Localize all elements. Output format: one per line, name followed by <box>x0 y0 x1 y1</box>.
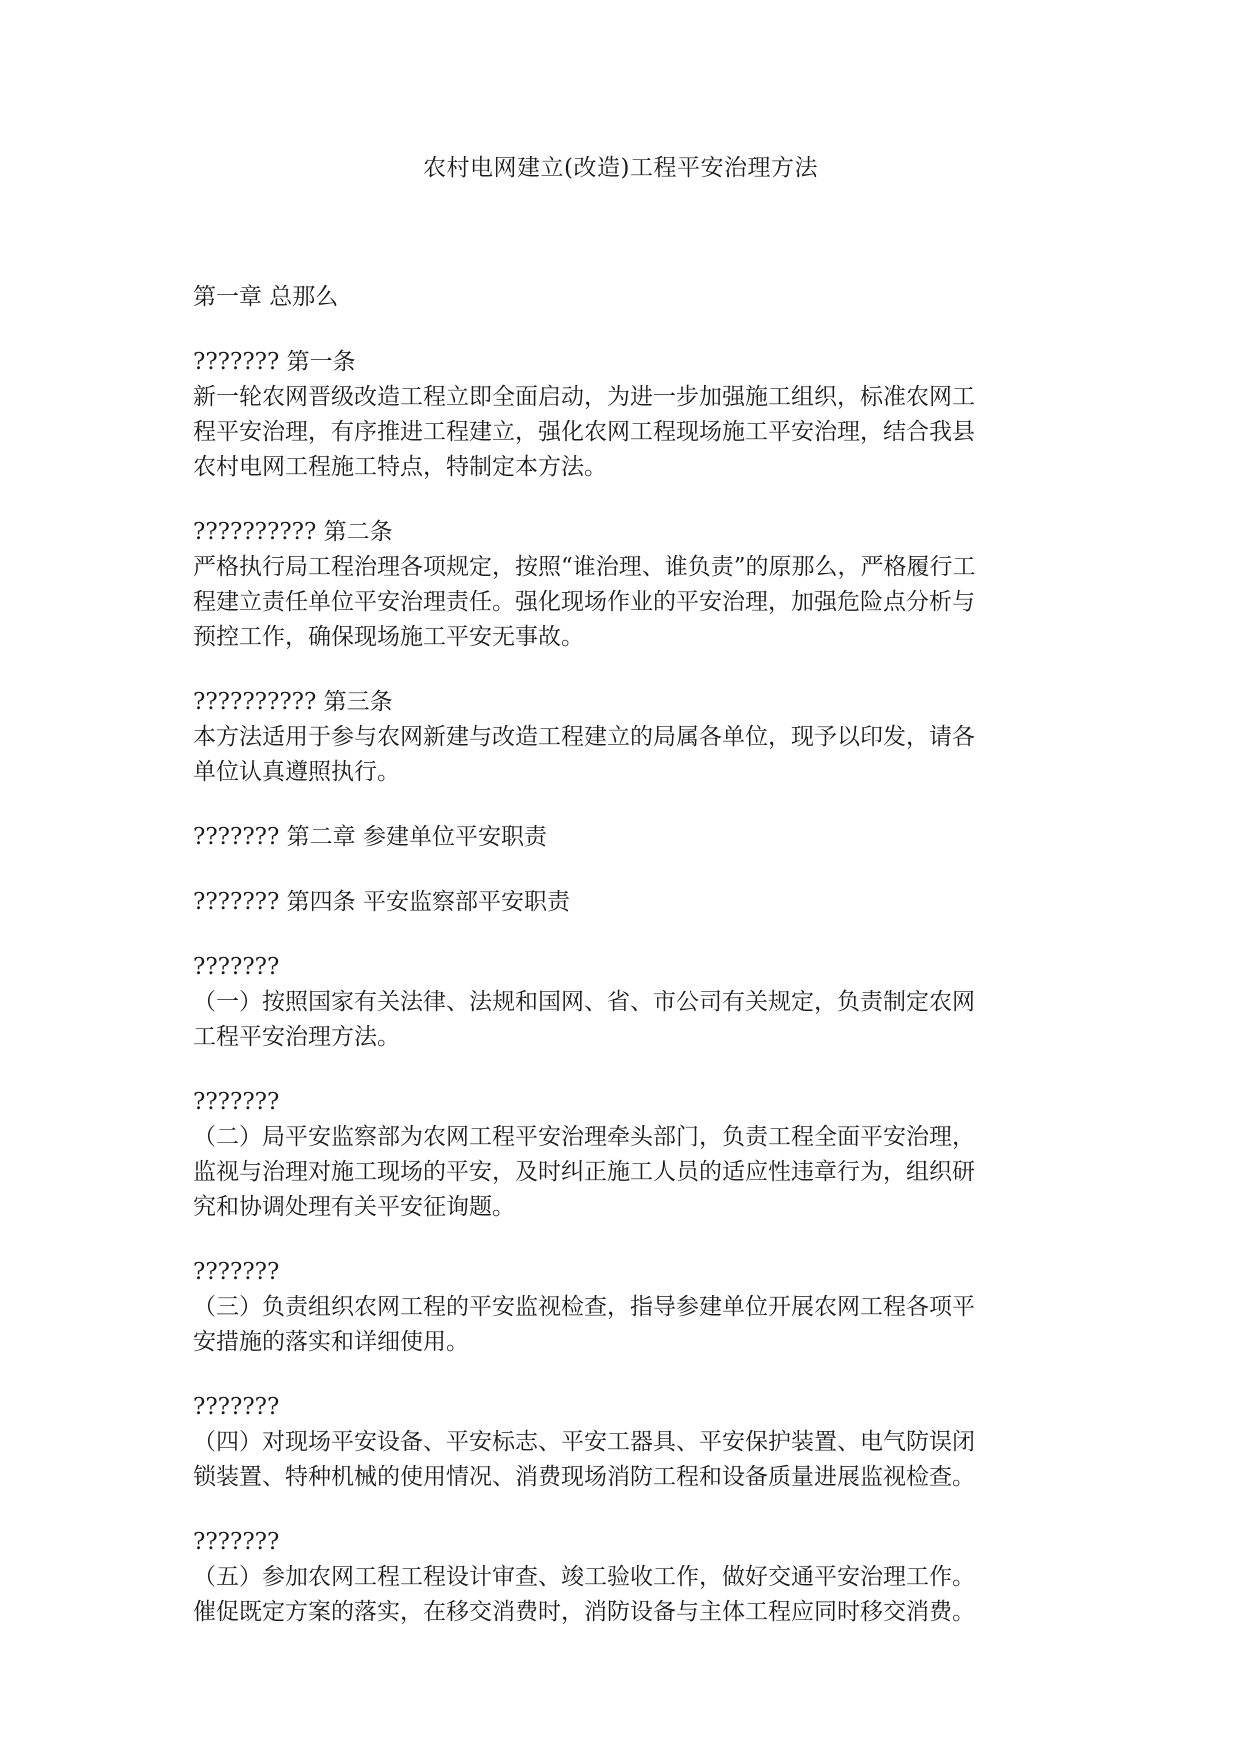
item-3 <box>193 1255 1053 1360</box>
chapter-heading-2 <box>193 820 1053 855</box>
item-4-marker: ??????? <box>193 1394 280 1420</box>
item-2-line: 究和协调处理有关平安征询题。 <box>193 1194 515 1220</box>
item-5-line: （五）参加农网工程工程设计审查、竣工验收工作，做好交通平安治理工作。 <box>193 1564 975 1590</box>
article-1 <box>193 345 1053 485</box>
item-3-line: （三）负责组织农网工程的平安监视检查，指导参建单位开展农网工程各项平 <box>193 1294 975 1320</box>
article-1-line: 农村电网工程施工特点，特制定本方法。 <box>193 454 607 480</box>
article-2 <box>193 515 1053 655</box>
item-4-line: 锁装置、特种机械的使用情况、消费现场消防工程和设备质量进展监视检查。 <box>193 1464 975 1490</box>
article-2-line: 预控工作，确保现场施工平安无事故。 <box>193 624 584 650</box>
article-1-line: 新一轮农网晋级改造工程立即全面启动，为进一步加强施工组织，标准农网工 <box>193 384 975 410</box>
item-5-marker: ??????? <box>193 1529 280 1555</box>
article-2-heading: ?????????? 第二条 <box>193 519 393 545</box>
item-5 <box>193 1525 1053 1630</box>
article-1-line: 程平安治理，有序推进工程建立，强化农网工程现场施工平安治理，结合我县 <box>193 419 975 445</box>
item-4 <box>193 1390 1053 1495</box>
article-3-line: 本方法适用于参与农网新建与改造工程建立的局属各单位，现予以印发，请各 <box>193 724 975 750</box>
chapter-2-title: ??????? 第二章 参建单位平安职责 <box>193 824 547 850</box>
item-3-line: 安措施的落实和详细使用。 <box>193 1329 469 1355</box>
item-5-line: 催促既定方案的落实，在移交消费时，消防设备与主体工程应同时移交消费。 <box>193 1599 975 1625</box>
chapter-heading-1 <box>193 280 1053 315</box>
article-1-heading: ??????? 第一条 <box>193 349 356 375</box>
article-4-heading: ??????? 第四条 平安监察部平安职责 <box>193 889 570 915</box>
item-3-marker: ??????? <box>193 1259 280 1285</box>
item-2-line: （二）局平安监察部为农网工程平安治理牵头部门，负责工程全面平安治理， <box>193 1124 975 1150</box>
article-3 <box>193 685 1053 790</box>
document-title: 农村电网建立(改造)工程平安治理方法 <box>423 155 818 181</box>
item-2-marker: ??????? <box>193 1089 280 1115</box>
item-4-line: （四）对现场平安设备、平安标志、平安工器具、平安保护装置、电气防误闭 <box>193 1429 975 1455</box>
item-1-line: （一）按照国家有关法律、法规和国网、省、市公司有关规定，负责制定农网 <box>193 989 975 1015</box>
article-3-line: 单位认真遵照执行。 <box>193 759 400 785</box>
chapter-1-title: 第一章 总那么 <box>193 284 339 310</box>
item-1-marker: ??????? <box>193 954 280 980</box>
article-4 <box>193 885 1053 920</box>
item-2-line: 监视与治理对施工现场的平安，及时纠正施工人员的适应性违章行为，组织研 <box>193 1159 975 1185</box>
item-1-line: 工程平安治理方法。 <box>193 1024 400 1050</box>
document-body <box>193 280 1053 1660</box>
article-2-line: 严格执行局工程治理各项规定，按照“谁治理、谁负责”的原那么，严格履行工 <box>193 554 976 580</box>
item-1 <box>193 950 1053 1055</box>
article-3-heading: ?????????? 第三条 <box>193 689 393 715</box>
item-2 <box>193 1085 1053 1225</box>
article-2-line: 程建立责任单位平安治理责任。强化现场作业的平安治理，加强危险点分析与 <box>193 589 975 615</box>
